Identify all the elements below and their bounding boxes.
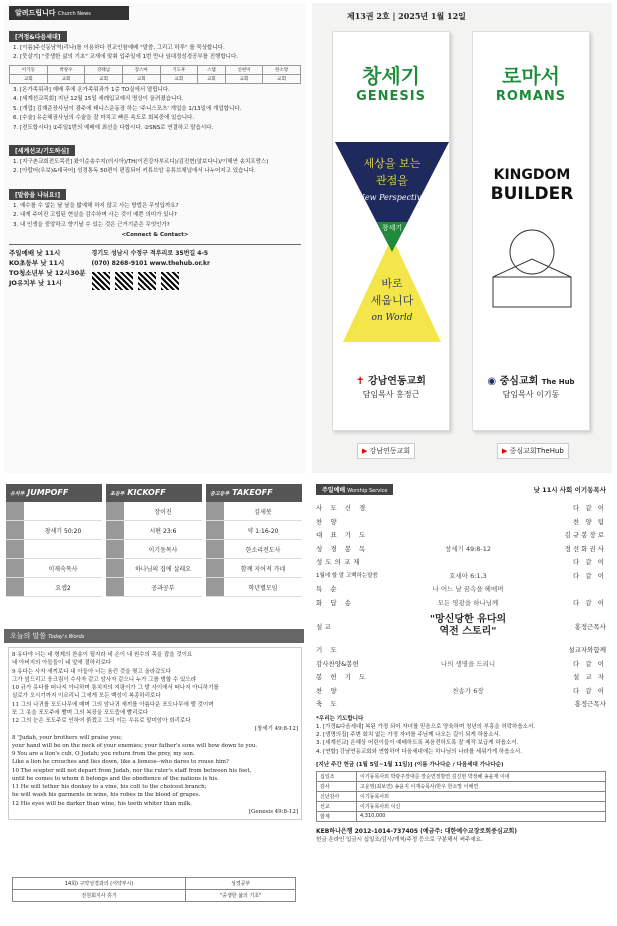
row-value: 함께 지어져 가네: [240, 565, 286, 573]
offering-table: [316, 771, 606, 822]
order-row: [316, 643, 606, 657]
order-leader: 설 교 자: [573, 673, 606, 682]
row-value: 김세봇: [254, 508, 272, 516]
news-item: 2. [뭇살기] "중생한 삶의 기초" 교재에 맞춰 입주일에 1번 만나 임대정성경공부를 진행합니다.: [13, 54, 239, 61]
order-row: [316, 528, 606, 542]
kid-tag: 유치부: [10, 491, 25, 497]
row-label: [6, 578, 24, 596]
worship-order-panel: [310, 481, 612, 921]
church-name: 강남연동교회: [367, 376, 426, 387]
prayer-item: 2. [생명의집] 주변 회치 없는 가정 자녀를 주님께 나오는 길이 되게 하옵소서.: [316, 732, 501, 738]
news-table: [9, 65, 301, 84]
news-title-bar: [9, 6, 129, 20]
kid-tag: 중고등부: [210, 491, 230, 497]
row-label: [6, 559, 24, 577]
row-label: [106, 521, 124, 539]
order-label: 특 순: [316, 585, 340, 594]
table-cell: 교회: [225, 74, 263, 83]
order-leader: 김규봉장로: [564, 531, 606, 540]
table-cell: 스텝: [198, 65, 225, 74]
youtube-icon: ▶: [362, 447, 368, 455]
slogan-line: New Perspective: [357, 193, 427, 202]
row-value: 하나님의 집에 살래요: [135, 565, 191, 573]
qr-code-icon[interactable]: [138, 272, 156, 290]
order-content: 나 어느 날 꿈속을 헤매며: [432, 585, 504, 594]
row-label: [206, 502, 224, 520]
kid-tag: 초등부: [110, 491, 125, 497]
order-label: 성도의교제: [316, 558, 363, 567]
qr-code-icon[interactable]: [115, 272, 133, 290]
verse-en: Like a lion he crouches and lies down, like a lioness--who dares to rouse him?: [12, 759, 229, 766]
cover-panel: [312, 3, 612, 473]
verse-en: 12 His eyes will be darker than wine, his teeth whiter than milk.: [12, 800, 192, 807]
order-label: 기 도: [316, 646, 340, 655]
verse-ko: 9 유다는 사자 새끼로다 내 아들아 너는 움킨 것을 찢고 올라갔도다: [12, 668, 172, 675]
table-header: 성경공부: [186, 878, 296, 890]
row-label: [6, 521, 24, 539]
slogan-line: 세상을 보는: [363, 157, 421, 170]
verse-en: 10 The scepter will not depart from Judah, nor the ruler's staff from between his feet,: [12, 767, 252, 774]
offering-type: 합계: [317, 811, 357, 821]
order-content: 호세아 6:1,3: [449, 571, 487, 580]
slogan-line: on World: [371, 313, 413, 323]
offering-type: 감사: [317, 781, 357, 791]
order-list-2: [316, 643, 606, 711]
news-item: 6. [수술] 유순혜권사님의 수술을 잘 마치고 빠른 속도로 회복중에 있습니다.: [13, 115, 195, 122]
genesis-title-en: GENESIS: [356, 89, 426, 104]
slogan-line: 관점을: [376, 174, 408, 187]
romans-title-en: ROMANS: [495, 89, 567, 104]
issue-line: 제13권 2호 | 2025년 1월 12일: [347, 11, 466, 21]
order-leader: 홍정근목사: [574, 700, 606, 709]
table-cell: 교회: [263, 74, 301, 83]
offering-type: 십일조: [317, 771, 357, 781]
order-leader: 다 같 이: [573, 571, 606, 580]
contact-block: [9, 244, 301, 293]
genesis-footer: [333, 372, 449, 400]
youtube-label: 강남연동교회: [369, 447, 411, 455]
news-section-mission: [세계선교/기도하심]: [9, 145, 75, 156]
verse-en: until he comes to whom it belongs and the obedience of the nations is his.: [12, 775, 219, 782]
verse-ref-ko: [창세기 49:8-12]: [254, 726, 298, 733]
words-title-en: Today's Words: [48, 634, 85, 640]
table-header: 14회) 구약성경과의 (서약부시): [13, 878, 186, 890]
order-leader: 찬 양 팀: [573, 517, 606, 526]
order-label: 찬 양: [316, 517, 340, 526]
order-row: [316, 569, 606, 583]
table-cell: 강태남: [85, 65, 123, 74]
bible-study-table: [12, 877, 296, 902]
words-header: [4, 629, 304, 643]
table-cell: 이기동: [10, 65, 48, 74]
service-title-ko: 주일예배: [322, 487, 346, 494]
verse-ref-en: [Genesis 49:8-12]: [248, 808, 298, 815]
verse-ko: 네 아버지의 아들들이 네 앞에 절하리로다: [12, 660, 112, 667]
order-row: [316, 670, 606, 684]
news-item: 3. 내 인생을 중앙하고 향기날 수 있는 것은 근거기준은 무엇인가?: [13, 221, 170, 228]
prayer-item: 1. [가정&다음세대] 복된 가정 되어 자녀를 믿음으로 양육하며 청년의 부흥을 허락하옵소서.: [316, 723, 536, 730]
schedule-item: TO청소년부 낮 12시30분: [9, 268, 86, 277]
offering-type: 선교: [317, 801, 357, 811]
order-label: 봉 헌 기 도: [316, 673, 369, 682]
order-row: [316, 596, 606, 610]
order-leader: 정선화권사: [564, 544, 606, 553]
order-leader: 다 같 이: [573, 659, 606, 668]
cross-icon: ✝: [356, 376, 365, 387]
table-cell: "중생한 삶의 기초": [186, 890, 296, 902]
offering-names: 이기동목사외 박광주장대준 장순연정방연 김진현 박정혜 송윤재 이네: [357, 771, 606, 781]
row-value: 이기동목사: [148, 546, 178, 554]
order-leader: 다 같 이: [573, 598, 606, 607]
sermon-preacher: 홍정근목사: [574, 622, 606, 631]
order-content: 찬송가 6장: [452, 686, 484, 695]
order-row: [316, 657, 606, 671]
order-list: [316, 501, 606, 609]
order-content: 나의 생명을 드리니: [440, 659, 496, 668]
kid-name: KICKOFF: [127, 488, 166, 497]
verse-ko: 실로가 오시기까지 이르리니 그에게 모든 백성이 복종하리로다: [12, 693, 161, 700]
table-cell: 교회: [160, 74, 198, 83]
verse-en: he will wash his garments in wine, his robes in the blood of grapes.: [12, 792, 201, 799]
sermon-row: [316, 611, 606, 641]
order-label: 감사찬양&봉헌: [316, 659, 359, 668]
bank-account: KEB하나은행 2012-1014-737405 (예금주: 대한예수교장로회중심교회): [316, 827, 518, 835]
romans-book: [472, 31, 590, 431]
row-value: 창세기 50:20: [44, 527, 82, 535]
kids-and-words-panel: [4, 481, 304, 921]
vertical-label: 창세기: [381, 224, 403, 232]
news-item: 1. 예수를 수 없는 날 날을 밟예해 하지 않고 사는 방법은 무엇입까요?: [13, 202, 179, 209]
row-label: [206, 559, 224, 577]
row-label: [106, 559, 124, 577]
qr-code-icon[interactable]: [92, 272, 110, 290]
city-icon: [493, 277, 571, 307]
verse-ko: 11 그의 나귀를 포도나무에 매며 그의 암나귀 새끼를 아름다운 포도나무에 맬 것이며: [12, 701, 214, 708]
order-label: 대 표 기 도: [316, 531, 369, 540]
prayer-item: 4. [연합] 강남연동교회와 연합하여 다음세대에는 하나님의 나라를 세워가게 하옵소서.: [316, 748, 522, 755]
kids-column-jumpoff: [6, 484, 102, 620]
prayer-title: *우리는 기도합니다: [316, 715, 364, 722]
offering-total: 4,310,000: [357, 811, 606, 821]
kids-column-takeoff: [206, 484, 302, 620]
sun-icon: [510, 230, 554, 274]
service-time: 낮 11시 사회 이기동목사: [533, 486, 606, 494]
pastor-name: 담임목사 홍정근: [362, 390, 420, 399]
church-news-panel: [4, 3, 306, 473]
order-row: [316, 582, 606, 596]
row-label: [6, 502, 24, 520]
news-section-family: [겨정&다음세대]: [9, 31, 67, 42]
order-row: [316, 684, 606, 698]
offering-names: 이기동목사외: [357, 791, 606, 801]
order-label: 찬 양: [316, 686, 340, 695]
schedule-item: JO유치부 낮 11시: [9, 278, 62, 287]
row-label: [206, 521, 224, 539]
order-label: 화 답 송: [316, 598, 354, 607]
verse-ko: 또 그 옷을 포도주에 빨며 그의 복장을 포도즙에 빨리로다: [12, 709, 149, 716]
news-item: 3. [온가족워과] 예배 후에 온가족워과가 1층 TO실에서 열립니다.: [13, 86, 170, 93]
order-label: 성 경 봉 독: [316, 544, 369, 553]
row-value: 한소리전도사: [245, 546, 281, 554]
order-row: [316, 542, 606, 556]
table-cell: 한소망: [263, 65, 301, 74]
table-cell: 교회: [10, 74, 48, 83]
row-label: [206, 540, 224, 558]
order-leader: 설교자와함께: [568, 646, 606, 655]
service-title-en: Worship Service: [347, 488, 388, 494]
church-name-en: The Hub: [541, 378, 575, 386]
news-title: 알려드립니다: [15, 9, 56, 17]
news-item: 4. [세계선교목회] 지난 12월 15일 세례입교예식 명상이 올려졌습니다.: [13, 96, 184, 103]
table-cell: 교회: [47, 74, 85, 83]
sermon-label: 설 교: [316, 622, 331, 631]
verse-en: 8 "Judah, your brothers will praise you;: [12, 734, 122, 741]
schedule-item: 주일예배 낮 11시: [9, 249, 61, 258]
news-section-share: [말씀을 나눠요!]: [9, 189, 66, 200]
table-cell: 교회: [122, 74, 160, 83]
table-cell: 박창수: [47, 65, 85, 74]
service-title: [316, 484, 393, 495]
prayer-list: [316, 715, 606, 756]
verse-ko: 8 유다야 너는 네 형제의 찬송이 될지라 네 손이 네 원수의 목을 잡을 것이요: [12, 652, 193, 658]
youtube-label: 중심교회TheHub: [509, 447, 564, 455]
youtube-link-genesis[interactable]: [357, 443, 415, 459]
church-address: 경기도 성남시 수정구 적루리로 35번길 4-5: [91, 250, 209, 258]
kid-name: JUMPOFF: [27, 488, 69, 497]
order-label: 1월에 할 말 고백하는말씀: [316, 573, 378, 580]
slogan-line: 세웁니다: [370, 294, 414, 307]
row-value: 장이진: [154, 508, 172, 516]
offering-note: [지난 주간 헌금 (1월 5일~1월 11일)] (이름 가나다순 / 다음세대 가나다순): [316, 761, 504, 768]
church-name: 중심교회: [499, 376, 539, 387]
words-title: 오늘의 말씀: [10, 632, 47, 640]
qr-code-icon[interactable]: [161, 272, 179, 290]
row-label: [106, 502, 124, 520]
pastor-name: 담임목사 이기동: [502, 390, 560, 399]
kingdom-text: KINGDOM: [493, 167, 571, 183]
offering-names: 고운영(최보연) 송윤지 이재숙목사/한우 한소망 이해연: [357, 781, 606, 791]
romans-footer: [473, 372, 589, 400]
table-cell: 신현미: [225, 65, 263, 74]
order-row: [316, 501, 606, 515]
kid-name: TAKEOFF: [232, 488, 273, 497]
order-label: 축 도: [316, 700, 340, 709]
offering-type: 신년감사: [317, 791, 357, 801]
table-cell: 장스마: [122, 65, 160, 74]
row-label: [6, 540, 24, 558]
row-label: [206, 578, 224, 596]
table-cell: 전원회지사 휴기: [13, 890, 186, 902]
scripture-box: [8, 647, 302, 820]
offering-names: 이기동목사외 이신: [357, 801, 606, 811]
news-item: 2. [아랍어(우보)&대국어] 성경통독 50편이 편집되어 키튜브암 유튜브채널에서 나누어지고 있습니다.: [13, 168, 256, 175]
order-label: 사 도 신 경: [316, 504, 369, 513]
schedule-item: KO초등부 낮 11시: [9, 259, 65, 268]
order-content: 모든 영광을 하나님께: [437, 598, 499, 607]
row-value: 학년별모임: [248, 584, 278, 592]
youtube-link-romans[interactable]: [497, 443, 569, 459]
order-row: [316, 697, 606, 711]
table-cell: 교회: [85, 74, 123, 83]
globe-icon: ◉: [487, 376, 497, 387]
romans-title: 로마서: [502, 64, 560, 88]
youtube-icon: ▶: [502, 447, 508, 455]
genesis-title: 창세기: [362, 64, 420, 88]
row-value: 요셉2: [55, 584, 71, 592]
row-value: 약 1:16-20: [247, 527, 279, 535]
order-leader: 다 같 이: [573, 504, 606, 513]
connect-heading: <Connect & Contact>: [121, 232, 189, 239]
news-item: 1. [이름]주신동남역(리나)를 이용하다 전교인참예배 "말씀, 그리고 하루" 를 묵상합니다.: [13, 45, 225, 51]
order-leader: 다 같 이: [573, 686, 606, 695]
news-item: 7. [전도합시다] ①주일1번의 예배에 최선을 다합시다. ②SNS로 연결하고 말읍시다.: [13, 124, 214, 131]
genesis-triangles: [333, 112, 451, 342]
sermon-title: "망신당한 유다의 역전 스토리": [429, 614, 507, 637]
order-row: [316, 515, 606, 529]
schedule-list: [9, 249, 86, 293]
verse-ko: 12 그의 눈은 포도주로 인하여 붉겠고 그의 이는 우유로 말미암아 희리로다: [12, 718, 191, 724]
row-label: [106, 540, 124, 558]
order-leader: 다 같 이: [573, 558, 606, 567]
table-cell: 교회: [198, 74, 225, 83]
verse-en: your hand will be on the neck of your enemies; your father's sons will bow down to you.: [12, 742, 258, 749]
news-item: 2. 내게 주어진 고립된 현실을 감수하며 사는 것이 예쁜 의미가 있나?: [13, 212, 177, 219]
order-row: [316, 555, 606, 569]
verse-en: 11 He will tether his donkey to a vine, his colt to the choicest branch;: [12, 784, 207, 790]
row-value: 시편 23:6: [149, 527, 177, 535]
order-content: 창세기 49:8-12: [444, 544, 492, 553]
prayer-item: 3. [세계선교] 은혜상 어린이들이 예배하도록 복음전하도록 잘 제작·보급케 하옵소서.: [316, 740, 519, 747]
news-subtitle: Church News: [58, 11, 91, 17]
romans-illustration: [473, 117, 591, 317]
bank-note: 헌금 온라인 입금시 십일조/감사/개척/주정 등으로 구분해서 써주세요.: [316, 836, 483, 843]
church-phone: (070) 8268-9101 www.thehub.or.kr: [91, 260, 210, 268]
news-item: 1. [지구촌교회전도목전] 왔이순송수지(러시아)/TH(이진강자부르디)/김진현(알보다니)/이해연 송치프랑스): [13, 158, 269, 165]
verse-en: 9 You are a lion's cub, O Judah; you return from the prey, my son.: [12, 751, 195, 757]
table-cell: 기도후: [160, 65, 198, 74]
row-value: 공과공부: [151, 584, 175, 592]
verse-ko: 그가 엎드리고 웅크림이 수사자 같고 암사자 같으니 누가 그를 범할 수 있으랴: [12, 676, 196, 683]
slogan-line: 바로: [381, 277, 403, 290]
verse-ko: 10 규가 유다를 떠나지 아니하며 통치자의 지팡이가 그 발 사이에서 떠나지 아니하기를: [12, 685, 219, 691]
row-value: 이재숙목사: [48, 565, 78, 573]
builder-text: BUILDER: [490, 184, 574, 204]
kids-column-kickoff: [106, 484, 202, 620]
genesis-book: [332, 31, 450, 431]
row-label: [106, 578, 124, 596]
news-item: 5. [개업] 김재준장사님이 광주에 테니스운동장 하는 '주니스포츠' 개업을 1/13일에 개업합니다.: [13, 105, 242, 112]
